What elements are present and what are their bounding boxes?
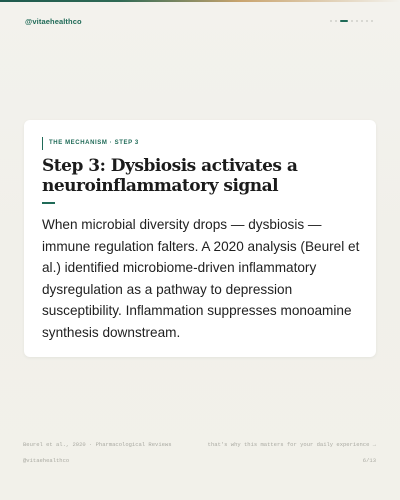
- progress-dot: [371, 20, 373, 22]
- top-accent-line: [0, 0, 400, 2]
- brand-handle: @vitaehealthco: [25, 17, 82, 26]
- progress-dot: [356, 20, 358, 22]
- progress-dot: [335, 20, 337, 22]
- progress-dot-active: [340, 20, 348, 22]
- slide-progress-dots: [330, 20, 373, 22]
- section-eyebrow: THE MECHANISM · STEP 3: [42, 137, 139, 150]
- citation-text: Beurel et al., 2020 · Pharmacological Reviews: [23, 441, 172, 448]
- content-card: [24, 120, 376, 357]
- progress-dot: [366, 20, 368, 22]
- card-body-text: When microbial diversity drops — dysbiosis — immune regulation falters. A 2020 analysis (Beurel et al.) identified microbiome-driven inflammatory dysregulation as a pathway to depression susceptibility. Inflammation suppresses monoamine synthesis downstream.: [42, 217, 360, 340]
- next-slide-teaser: that's why this matters for your daily experience →: [207, 441, 376, 448]
- card-headline: Step 3: Dysbiosis activates a neuroinflammatory signal: [42, 156, 298, 196]
- footer-handle: @vitaehealthco: [23, 457, 70, 464]
- progress-dot: [351, 20, 353, 22]
- progress-dot: [330, 20, 332, 22]
- headline-underline: [42, 202, 55, 204]
- page-number: 6/13: [362, 457, 376, 464]
- progress-dot: [361, 20, 363, 22]
